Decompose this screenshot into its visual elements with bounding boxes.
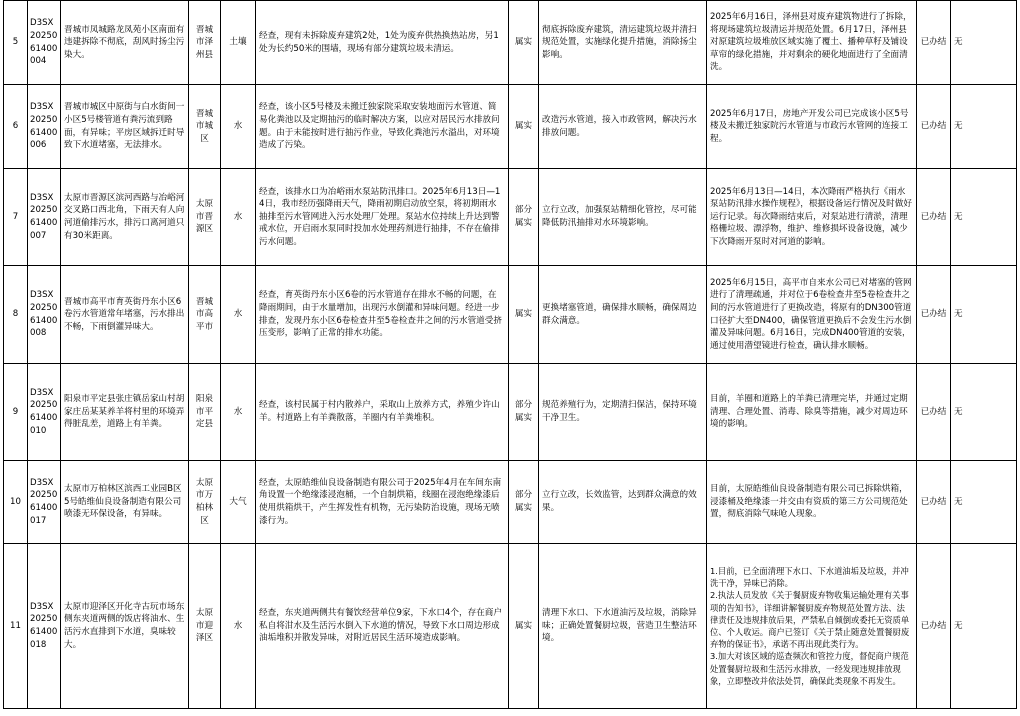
status: 已办结 <box>917 461 951 544</box>
investigation-result: 经查，该村民属于村内散养户，采取山上放养方式，养殖少许山羊。村道路上有羊粪散落，羊圈内有羊粪堆积。 <box>256 364 509 461</box>
investigation-result: 经查，育英街丹东小区6卷的污水管道存在排水不畅的问题，在降雨期间，由于水量增加，出现污水倒灌和异味问题。经进一步排查，发现丹东小区6卷检查井至5卷检查井之间的污水管道受挤压变形，影响了正常的排水功能。 <box>256 266 509 364</box>
rectification-requirement: 彻底拆除废弃建筑，清运建筑垃圾并清扫规范处置，实施绿化提升措施，消除扬尘影响。 <box>539 1 707 85</box>
rectification-requirement: 立行立改，加强泵站精细化管控，尽可能降低防汛抽排对水环境影响。 <box>539 169 707 266</box>
verdict: 属实 <box>509 266 539 364</box>
administrative-area: 太原市晋源区 <box>189 169 221 266</box>
rectification-result: 目前，太原皓维仙良设备制造有限公司已拆除烘箱，浸漆桶及绝缘漆一并交由有资质的第三方公司规范处置，彻底消除气味呛人现象。 <box>707 461 917 544</box>
status: 已办结 <box>917 85 951 169</box>
accountability: 无 <box>951 364 1017 461</box>
rectification-result: 目前，羊圈和道路上的羊粪已清理完毕，并通过定期清理、合理处置、消毒、除臭等措施，减少对周边环境的影响。 <box>707 364 917 461</box>
case-code: D3SX2025061400007 <box>28 169 61 266</box>
verdict: 部分属实 <box>509 461 539 544</box>
status: 已办结 <box>917 1 951 85</box>
investigation-result: 经查，太原皓维仙良设备制造有限公司于2025年4月在车间东南角设置一个绝缘漆浸泡桶，一个自制烘箱，线圈在浸泡绝缘漆后使用烘箱烘干，产生挥发性有机物，无污染防治设施，现场无喷漆行为。 <box>256 461 509 544</box>
complaint-summary: 太原市迎泽区开化寺古玩市场东侧东夹道两侧的饭店将油水、生活污水直排到下水道，臭味较大。 <box>61 544 189 709</box>
verdict: 部分属实 <box>509 169 539 266</box>
pollution-category: 水 <box>221 169 256 266</box>
pollution-category: 水 <box>221 85 256 169</box>
row-number: 9 <box>4 364 28 461</box>
table-row <box>4 461 1017 544</box>
administrative-area: 晋城市泽州县 <box>189 1 221 85</box>
pollution-category: 水 <box>221 544 256 709</box>
case-code: D3SX2025061400008 <box>28 266 61 364</box>
complaint-summary: 太原市万柏林区滨西工业园B区5号皓维仙良设备制造有限公司喷漆无环保设备，有异味。 <box>61 461 189 544</box>
status: 已办结 <box>917 364 951 461</box>
row-number: 5 <box>4 1 28 85</box>
case-code: D3SX2025061400004 <box>28 1 61 85</box>
verdict: 属实 <box>509 544 539 709</box>
pollution-category: 土壤 <box>221 1 256 85</box>
accountability: 无 <box>951 169 1017 266</box>
table-row <box>4 266 1017 364</box>
administrative-area: 太原市万柏林区 <box>189 461 221 544</box>
status: 已办结 <box>917 544 951 709</box>
complaint-summary: 阳泉市平定县张庄镇岳家山村胡家庄岳某某养羊将村里的环境弄得脏乱差，道路上有羊粪。 <box>61 364 189 461</box>
complaint-summary: 晋城市高平市育英街丹东小区6卷污水管道常年堵塞，污水排出不畅，下雨倒灌异味大。 <box>61 266 189 364</box>
accountability: 无 <box>951 1 1017 85</box>
rectification-requirement: 规范养殖行为，定期清扫保洁，保持环境干净卫生。 <box>539 364 707 461</box>
complaint-summary: 晋城市凤城路龙凤苑小区南面有违建拆除不彻底，刮风时扬尘污染大。 <box>61 1 189 85</box>
table-row <box>4 1 1017 85</box>
complaint-summary: 晋城市城区中原街与白水街间一小区5号楼管道有粪污流到路面，有异味；平房区域拆迁时导致下水道堵塞，无法排水。 <box>61 85 189 169</box>
rectification-requirement: 立行立改，长效监管，达到群众满意的效果。 <box>539 461 707 544</box>
accountability: 无 <box>951 461 1017 544</box>
complaint-summary: 太原市晋源区滨河西路与冶峪河交叉路口西北角，下雨天有人向河道偷排污水，排污口离河道只有30米距离。 <box>61 169 189 266</box>
investigation-result: 经查，该小区5号楼及未搬迁独家院采取安装地面污水管道、简易化粪池以及定期抽污的临时解决方案，以应对居民污水排放问题。由于未能按时进行抽污作业，导致化粪池污水溢出，对环境造成了污染。 <box>256 85 509 169</box>
row-number: 7 <box>4 169 28 266</box>
administrative-area: 晋城市城区 <box>189 85 221 169</box>
pollution-category: 水 <box>221 266 256 364</box>
case-code: D3SX2025061400018 <box>28 544 61 709</box>
rectification-requirement: 更换堵塞管道，确保排水顺畅，确保周边群众满意。 <box>539 266 707 364</box>
accountability: 无 <box>951 266 1017 364</box>
rectification-result: 2025年6月17日，房地产开发公司已完成该小区5号楼及未搬迁独家院污水管道与市政污水管网的连接工程。 <box>707 85 917 169</box>
pollution-category: 大气 <box>221 461 256 544</box>
accountability: 无 <box>951 85 1017 169</box>
case-code: D3SX2025061400010 <box>28 364 61 461</box>
table-row <box>4 364 1017 461</box>
rectification-result: 2025年6月13日—14日，本次降雨严格执行《雨水泵站防汛排水操作规程》，根据设备运行情况及时做好运行记录。每次降雨结束后，对泵站进行清淤，清理格栅垃圾、漂浮物，维护、维修损坏设备设施，减少下次降雨开泵时对河道的影响。 <box>707 169 917 266</box>
row-number: 10 <box>4 461 28 544</box>
status: 已办结 <box>917 266 951 364</box>
verdict: 属实 <box>509 85 539 169</box>
row-number: 8 <box>4 266 28 364</box>
administrative-area: 阳泉市平定县 <box>189 364 221 461</box>
rectification-result: 2025年6月15日，高平市自来水公司已对堵塞的管网进行了清理疏通，并对位于6卷检查井至5卷检查井之间的污水管道进行了更换改造，将原有的DN300管道口径扩大至DN400，确保管道更换后不会发生污水倒灌及异味问题。6月16日，完成DN400管道的安装，通过使用潜望镜进行检查，确认排水顺畅。 <box>707 266 917 364</box>
investigation-result: 经查，东夹道两侧共有餐饮经营单位9家，下水口4个，存在商户私自将泔水及生活污水倒入下水道的情况，导致下水口周边形成油垢堆积并散发异味，对附近居民生活环境造成影响。 <box>256 544 509 709</box>
rectification-requirement: 清理下水口、下水道油污及垃圾，消除异味；正确处置餐厨垃圾，营造卫生整洁环境。 <box>539 544 707 709</box>
case-code: D3SX2025061400017 <box>28 461 61 544</box>
case-table <box>3 0 1017 709</box>
row-number: 11 <box>4 544 28 709</box>
administrative-area: 太原市迎泽区 <box>189 544 221 709</box>
table-row <box>4 544 1017 709</box>
case-code: D3SX2025061400006 <box>28 85 61 169</box>
rectification-result: 2025年6月16日，泽州县对废弃建筑物进行了拆除，将现场建筑垃圾清运并规范处置。6月17日，泽州县对原建筑垃圾堆放区域实施了覆土、播种草籽及铺设草帘的绿化措施，并对剩余的硬化地面进行了全面清洗。 <box>707 1 917 85</box>
pollution-category: 水 <box>221 364 256 461</box>
investigation-result: 经查，现有未拆除废弃建筑2处，1处为废弃供热换热站房，另1处为长约50米的围墙，现场有部分建筑垃圾未清运。 <box>256 1 509 85</box>
rectification-requirement: 改造污水管道，接入市政管网，解决污水排放问题。 <box>539 85 707 169</box>
status: 已办结 <box>917 169 951 266</box>
investigation-result: 经查，该排水口为冶峪雨水泵站防汛排口。2025年6月13日—14日，我市经历强降雨天气，降雨初期启动放空泵，将初期雨水抽排至污水管网进入污水处理厂处理。泵站水位持续上升达到警戒水位，开启雨水泵同时投加水处理药剂进行抽排，不存在偷排污水问题。 <box>256 169 509 266</box>
verdict: 部分属实 <box>509 364 539 461</box>
table-row <box>4 85 1017 169</box>
table-row <box>4 169 1017 266</box>
verdict: 属实 <box>509 1 539 85</box>
rectification-result: 1.目前，已全面清理下水口、下水道油垢及垃圾，并冲洗干净，异味已消除。 2.执法人员发放《关于餐厨废弃物收集运输处理有关事项的告知书》，详细讲解餐厨废弃物规范处置方法、法律责任及违规排放后果，严禁私自倾倒或委托无资质单位、个人收运。商户已签订《关于禁止随意处置餐厨废弃物的保证书》，承诺不再出现此类行为。 3.加大对该区域的巡查频次和管控力度，督促商户规范处置餐厨垃圾和生活污水排放，一经发现违规排放现象，立即整改并依法处罚，确保此类现象不再发生。 <box>707 544 917 709</box>
row-number: 6 <box>4 85 28 169</box>
accountability: 无 <box>951 544 1017 709</box>
administrative-area: 晋城市高平市 <box>189 266 221 364</box>
